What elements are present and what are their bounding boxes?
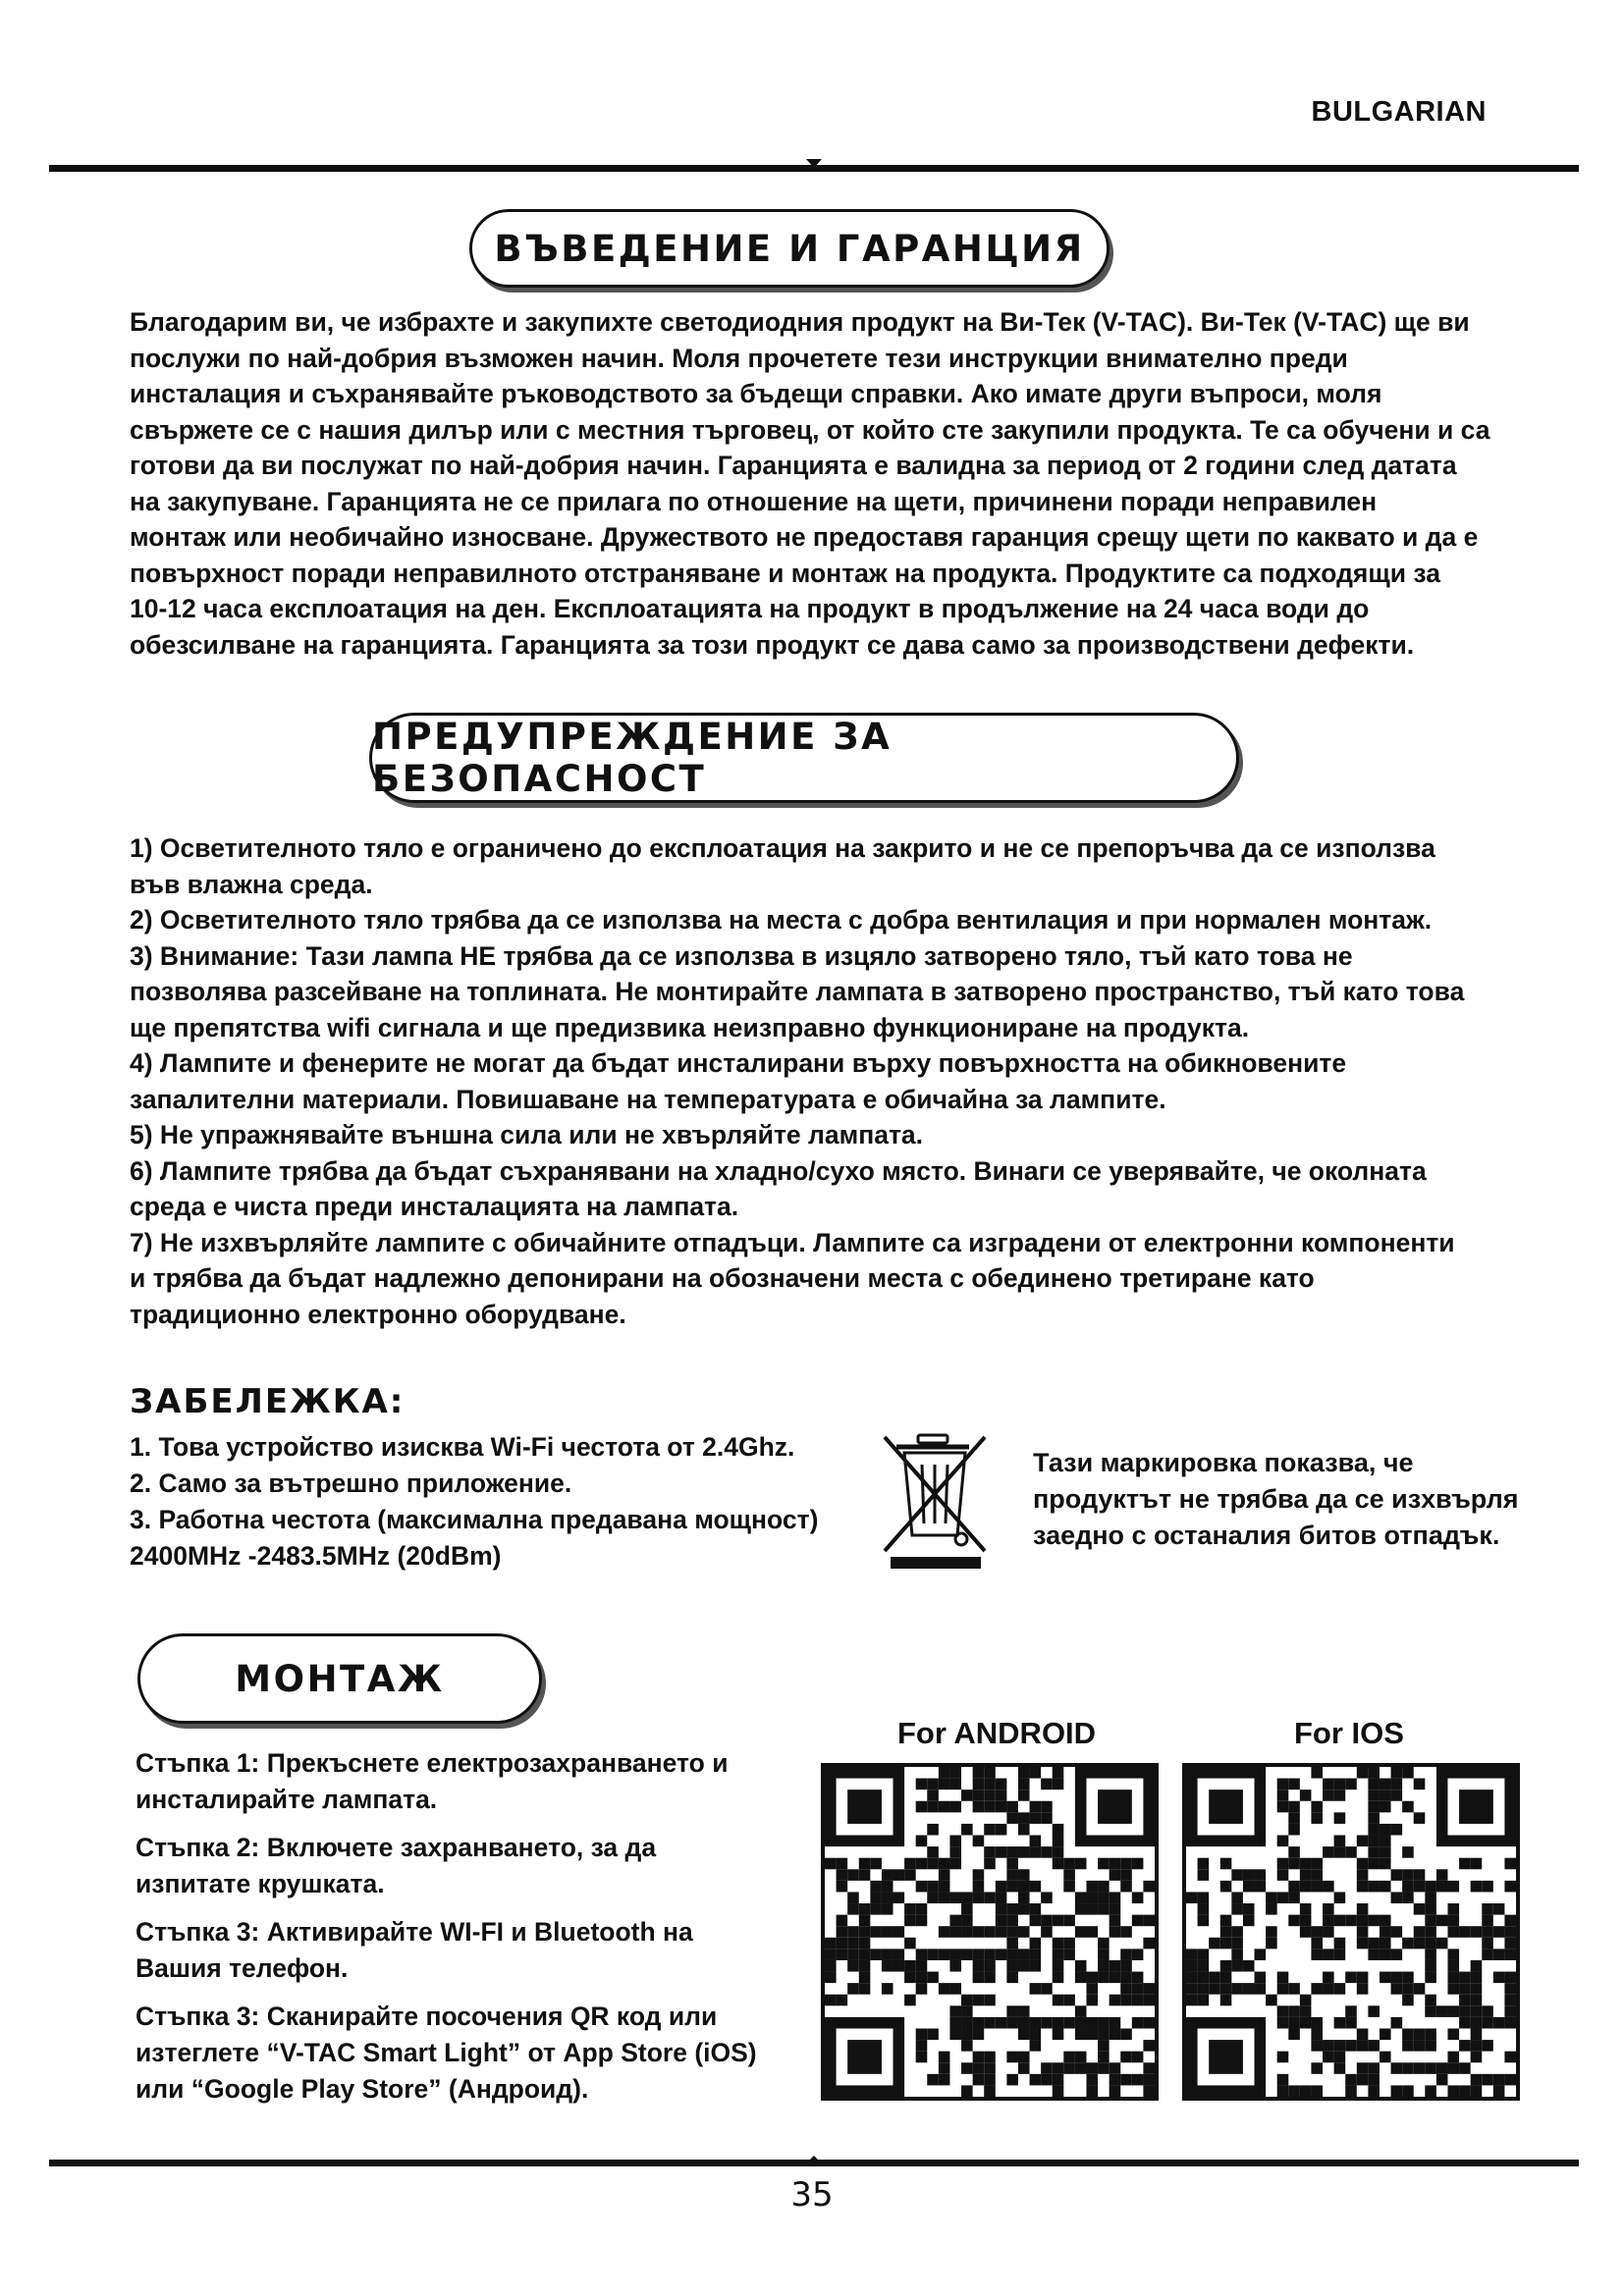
bottom-divider	[49, 2160, 1579, 2166]
safety-line: 5) Не упражнявайте външна сила или не хвърляйте лампата.	[130, 1120, 924, 1149]
qr-ios-label: For IOS	[1294, 1716, 1404, 1750]
safety-line: традиционно електронно оборудване.	[130, 1299, 626, 1329]
intro-line: повърхност поради неправилното отстраняване и монтаж на продукта. Продуктите са подходящи за	[130, 558, 1440, 588]
note-line: 1. Това устройство изисква Wi-Fi честота от 2.4Ghz.	[130, 1432, 795, 1462]
step-1: Стъпка 1: Прекъснете електрозахранването и инсталирайте лампата.	[135, 1748, 729, 1814]
safety-line: във влажна среда.	[130, 869, 373, 899]
note-line: 3. Работна честота (максимална предавана мощност)	[130, 1505, 819, 1534]
qr-code-ios[interactable]	[1182, 1763, 1520, 2101]
weee-line: продуктът не трябва да се изхвърля	[1033, 1484, 1519, 1514]
note-line: 2400MHz -2483.5MHz (20dBm)	[130, 1541, 502, 1571]
page-number: 35	[790, 2175, 834, 2215]
safety-line: 1) Осветителното тяло е ограничено до експлоатация на закрито и не се препоръчва да се използва	[130, 833, 1435, 863]
weee-line: заедно с останалия битов отпадък.	[1033, 1521, 1500, 1550]
qr-android-label: For ANDROID	[897, 1716, 1097, 1750]
safety-line: и трябва да бъдат надлежно депонирани на обозначени места с обединено третиране като	[130, 1263, 1315, 1293]
install-title: МОНТАЖ	[137, 1633, 542, 1724]
intro-line: послужи по най-добрия възможен начин. Моля прочетете тези инструкции внимателно преди	[130, 343, 1348, 373]
intro-title: ВЪВЕДЕНИЕ И ГАРАНЦИЯ	[469, 209, 1110, 288]
top-divider	[49, 165, 1579, 172]
intro-line: 10-12 часа експлоатация на ден. Експлоатацията на продукт в продължение на 24 часа води до	[130, 594, 1370, 623]
intro-line: Благодарим ви, че избрахте и закупихте светодиодния продукт на Ви-Тек (V-TAC). Ви-Тек (V-TAC) ще ви	[130, 307, 1470, 337]
intro-line: инсталация и съхранявайте ръководството за бъдещи справки. Ако имате други въпроси, моля	[130, 379, 1382, 408]
safety-line: 3) Внимание: Тази лампа НЕ трябва да се използва в изцяло затворено тяло, тъй като това не	[130, 940, 1353, 971]
step-4: Стъпка 3: Сканирайте посочения QR код или изтеглете “V-TAC Smart Light” от App Store (iOS) или “Google Play Store” (Андроид).	[135, 2002, 757, 2104]
weee-crossed-bin-icon	[879, 1429, 992, 1573]
intro-line: свържете се с нашия дилър или с местния търговец, от който сте закупили продукта. Те са обучени и са	[130, 414, 1490, 445]
safety-title: ПРЕДУПРЕЖДЕНИЕ ЗА БЕЗОПАСНОСТ	[369, 713, 1239, 803]
safety-line: позволява разсейване на топлината. Не монтирайте лампата в затворено пространство, тъй като това	[130, 977, 1465, 1006]
weee-line: Тази маркировка показва, че	[1033, 1448, 1414, 1477]
safety-line: 6) Лампите трябва да бъдат съхранявани на хладно/сухо място. Винаги се уверявайте, че околната	[130, 1155, 1427, 1186]
note-title: ЗАБЕЛЕЖКА:	[130, 1382, 406, 1421]
intro-line: монтаж или необичайно износване. Дружеството не предоставя гаранция срещу щети по каквато и да е	[130, 522, 1479, 552]
safety-line: ще препятства wifi сигнала и ще предизвика неизправно функциониране на продукта.	[130, 1012, 1250, 1042]
safety-line: 7) Не изхвърляйте лампите с обичайните отпадъци. Лампите са изградени от електронни компоненти	[130, 1227, 1455, 1257]
intro-line: готови да ви послужат по най-добрия начин. Гаранцията е валидна за период от 2 години след датата	[130, 451, 1457, 480]
qr-code-android[interactable]	[821, 1763, 1159, 2101]
intro-line: на закупуване. Гаранцията не се прилага по отношение на щети, причинени поради неправилен	[130, 486, 1378, 516]
step-2: Стъпка 2: Включете захранването, за да изпитате крушката.	[135, 1833, 657, 1898]
intro-line: обезсилване на гаранцията. Гаранцията за този продукт се дава само за производствени дефекти.	[130, 629, 1415, 660]
safety-line: среда е чиста преди инсталацията на лампата.	[130, 1192, 739, 1221]
safety-line: 2) Осветителното тяло трябва да се използва на места с добра вентилация и при нормален монтаж.	[130, 905, 1433, 934]
note-list	[130, 1429, 876, 1575]
safety-list	[130, 830, 1543, 1332]
weee-notice	[1033, 1445, 1543, 1554]
language-label: BULGARIAN	[1311, 96, 1487, 128]
safety-line: 4) Лампите и фенерите не могат да бъдат инсталирани върху повърхността на обикновените	[130, 1048, 1347, 1078]
step-3: Стъпка 3: Активирайте WI-FI и Bluetooth на Вашия телефон.	[135, 1917, 693, 1983]
note-line: 2. Само за вътрешно приложение.	[130, 1468, 572, 1498]
intro-paragraph	[130, 304, 1543, 663]
safety-line: запалителни материали. Повишаване на температурата е обичайна за лампите.	[130, 1084, 1166, 1114]
install-steps	[135, 1745, 784, 2119]
